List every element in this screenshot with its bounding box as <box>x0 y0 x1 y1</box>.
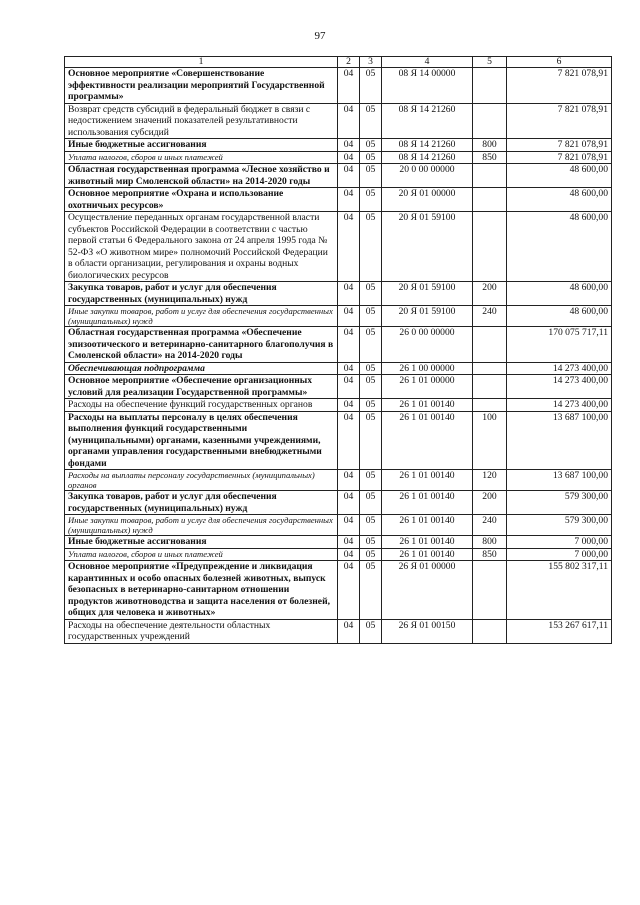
amount-cell: 7 821 078,91 <box>507 151 612 164</box>
table-row <box>65 561 612 620</box>
target-article-cell: 26 1 01 00140 <box>382 515 473 536</box>
target-article-cell: 26 1 00 00000 <box>382 362 473 375</box>
section-cell: 04 <box>338 103 360 139</box>
amount-cell: 13 687 100,00 <box>507 470 612 491</box>
row-name-cell: Возврат средств субсидий в федеральный бюджет в связи с недостижением значений показателей результативности использования субсидий <box>65 103 338 139</box>
section-cell: 04 <box>338 139 360 152</box>
target-article-cell: 08 Я 14 21260 <box>382 151 473 164</box>
subsection-cell: 05 <box>360 212 382 282</box>
row-name-cell: Расходы на обеспечение деятельности областных государственных учреждений <box>65 619 338 643</box>
section-cell: 04 <box>338 548 360 561</box>
expense-type-cell: 800 <box>473 139 507 152</box>
section-cell: 04 <box>338 375 360 399</box>
amount-cell: 153 267 617,11 <box>507 619 612 643</box>
subsection-cell: 05 <box>360 151 382 164</box>
target-article-cell: 20 Я 01 59100 <box>382 282 473 306</box>
row-name-cell: Основное мероприятие «Предупреждение и ликвидация карантинных и особо опасных болезней животных, выпуск безопасных в ветеринарно-санитарном отношении продуктов животноводства и защита населения от болезней, общих для человека и животных» <box>65 561 338 620</box>
expense-type-cell <box>473 561 507 620</box>
row-name-cell: Обеспечивающая подпрограмма <box>65 362 338 375</box>
section-cell: 04 <box>338 68 360 104</box>
row-name-cell: Расходы на выплаты персоналу в целях обеспечения выполнения функций государственными (муниципальными) органами, казенными учреждениями, органами управления государственными внебюджетными фондами <box>65 411 338 470</box>
subsection-cell: 05 <box>360 515 382 536</box>
table-row <box>65 470 612 491</box>
amount-cell: 14 273 400,00 <box>507 399 612 412</box>
page-number: 97 <box>314 30 326 42</box>
amount-cell: 48 600,00 <box>507 282 612 306</box>
table-row <box>65 327 612 363</box>
table-row <box>65 139 612 152</box>
table-row <box>65 151 612 164</box>
expense-type-cell: 120 <box>473 470 507 491</box>
target-article-cell: 26 1 01 00140 <box>382 548 473 561</box>
table-row <box>65 399 612 412</box>
expense-type-cell <box>473 164 507 188</box>
section-cell: 04 <box>338 362 360 375</box>
section-cell: 04 <box>338 561 360 620</box>
section-cell: 04 <box>338 164 360 188</box>
table-row <box>65 515 612 536</box>
column-header-6: 6 <box>507 57 612 68</box>
table-header-row <box>65 57 612 68</box>
column-header-2: 2 <box>338 57 360 68</box>
row-name-cell: Осуществление переданных органам государственной власти субъектов Российской Федерации в соответствии с частью первой статьи 6 Федерального закона от 24 апреля 1995 года № 52-ФЗ «О животном мире» полномочий Российской Федерации в области организации, регулирования и охраны водных биологических ресурсов <box>65 212 338 282</box>
amount-cell: 7 000,00 <box>507 536 612 549</box>
expense-type-cell <box>473 212 507 282</box>
table-row <box>65 103 612 139</box>
table-row <box>65 619 612 643</box>
subsection-cell: 05 <box>360 491 382 515</box>
section-cell: 04 <box>338 411 360 470</box>
table-row <box>65 212 612 282</box>
row-name-cell: Основное мероприятие «Охрана и использование охотничьих ресурсов» <box>65 188 338 212</box>
expense-type-cell: 240 <box>473 306 507 327</box>
amount-cell: 48 600,00 <box>507 164 612 188</box>
target-article-cell: 20 Я 01 59100 <box>382 306 473 327</box>
expense-type-cell <box>473 362 507 375</box>
target-article-cell: 26 1 01 00140 <box>382 536 473 549</box>
target-article-cell: 08 Я 14 21260 <box>382 103 473 139</box>
table-row <box>65 282 612 306</box>
section-cell: 04 <box>338 306 360 327</box>
column-header-1: 1 <box>65 57 338 68</box>
expense-type-cell <box>473 68 507 104</box>
target-article-cell: 26 1 01 00140 <box>382 411 473 470</box>
row-name-cell: Иные закупки товаров, работ и услуг для обеспечения государственных (муниципальных) нужд <box>65 515 338 536</box>
column-header-5: 5 <box>473 57 507 68</box>
target-article-cell: 08 Я 14 21260 <box>382 139 473 152</box>
expense-type-cell <box>473 399 507 412</box>
amount-cell: 155 802 317,11 <box>507 561 612 620</box>
amount-cell: 579 300,00 <box>507 491 612 515</box>
section-cell: 04 <box>338 212 360 282</box>
target-article-cell: 20 0 00 00000 <box>382 164 473 188</box>
subsection-cell: 05 <box>360 619 382 643</box>
expense-type-cell: 200 <box>473 491 507 515</box>
row-name-cell: Основное мероприятие «Совершенствование эффективности реализации мероприятий Государственной программы» <box>65 68 338 104</box>
amount-cell: 7 821 078,91 <box>507 139 612 152</box>
budget-table <box>64 56 612 644</box>
expense-type-cell: 800 <box>473 536 507 549</box>
section-cell: 04 <box>338 470 360 491</box>
expense-type-cell <box>473 103 507 139</box>
target-article-cell: 26 1 01 00140 <box>382 491 473 515</box>
subsection-cell: 05 <box>360 536 382 549</box>
amount-cell: 13 687 100,00 <box>507 411 612 470</box>
table-row <box>65 548 612 561</box>
expense-type-cell <box>473 327 507 363</box>
expense-type-cell <box>473 375 507 399</box>
amount-cell: 48 600,00 <box>507 306 612 327</box>
amount-cell: 7 821 078,91 <box>507 68 612 104</box>
row-name-cell: Основное мероприятие «Обеспечение организационных условий для реализации Государственной программы» <box>65 375 338 399</box>
table-row <box>65 68 612 104</box>
amount-cell: 7 000,00 <box>507 548 612 561</box>
row-name-cell: Областная государственная программа «Обеспечение эпизоотического и ветеринарно-санитарного благополучия в Смоленской области» на 2014-2020 годы <box>65 327 338 363</box>
section-cell: 04 <box>338 619 360 643</box>
target-article-cell: 20 Я 01 00000 <box>382 188 473 212</box>
row-name-cell: Иные закупки товаров, работ и услуг для обеспечения государственных (муниципальных) нужд <box>65 306 338 327</box>
table-row <box>65 164 612 188</box>
section-cell: 04 <box>338 399 360 412</box>
table-row <box>65 306 612 327</box>
column-header-4: 4 <box>382 57 473 68</box>
row-name-cell: Уплата налогов, сборов и иных платежей <box>65 548 338 561</box>
subsection-cell: 05 <box>360 399 382 412</box>
section-cell: 04 <box>338 188 360 212</box>
table-row <box>65 411 612 470</box>
row-name-cell: Расходы на обеспечение функций государственных органов <box>65 399 338 412</box>
subsection-cell: 05 <box>360 188 382 212</box>
subsection-cell: 05 <box>360 548 382 561</box>
table-row <box>65 536 612 549</box>
row-name-cell: Иные бюджетные ассигнования <box>65 139 338 152</box>
subsection-cell: 05 <box>360 470 382 491</box>
subsection-cell: 05 <box>360 375 382 399</box>
target-article-cell: 26 Я 01 00000 <box>382 561 473 620</box>
table-body <box>65 68 612 644</box>
subsection-cell: 05 <box>360 411 382 470</box>
amount-cell: 14 273 400,00 <box>507 362 612 375</box>
expense-type-cell: 200 <box>473 282 507 306</box>
section-cell: 04 <box>338 151 360 164</box>
subsection-cell: 05 <box>360 362 382 375</box>
target-article-cell: 26 Я 01 00150 <box>382 619 473 643</box>
amount-cell: 14 273 400,00 <box>507 375 612 399</box>
subsection-cell: 05 <box>360 164 382 188</box>
section-cell: 04 <box>338 536 360 549</box>
section-cell: 04 <box>338 515 360 536</box>
subsection-cell: 05 <box>360 306 382 327</box>
amount-cell: 48 600,00 <box>507 188 612 212</box>
subsection-cell: 05 <box>360 282 382 306</box>
target-article-cell: 26 1 01 00140 <box>382 399 473 412</box>
row-name-cell: Закупка товаров, работ и услуг для обеспечения государственных (муниципальных) нужд <box>65 282 338 306</box>
expense-type-cell: 850 <box>473 151 507 164</box>
row-name-cell: Закупка товаров, работ и услуг для обеспечения государственных (муниципальных) нужд <box>65 491 338 515</box>
subsection-cell: 05 <box>360 103 382 139</box>
column-header-3: 3 <box>360 57 382 68</box>
amount-cell: 48 600,00 <box>507 212 612 282</box>
target-article-cell: 08 Я 14 00000 <box>382 68 473 104</box>
table-row <box>65 362 612 375</box>
amount-cell: 170 075 717,11 <box>507 327 612 363</box>
target-article-cell: 26 1 01 00000 <box>382 375 473 399</box>
section-cell: 04 <box>338 327 360 363</box>
row-name-cell: Уплата налогов, сборов и иных платежей <box>65 151 338 164</box>
expense-type-cell: 100 <box>473 411 507 470</box>
section-cell: 04 <box>338 282 360 306</box>
subsection-cell: 05 <box>360 68 382 104</box>
amount-cell: 7 821 078,91 <box>507 103 612 139</box>
target-article-cell: 20 Я 01 59100 <box>382 212 473 282</box>
expense-type-cell: 850 <box>473 548 507 561</box>
subsection-cell: 05 <box>360 139 382 152</box>
target-article-cell: 26 1 01 00140 <box>382 470 473 491</box>
expense-type-cell <box>473 188 507 212</box>
row-name-cell: Расходы на выплаты персоналу государственных (муниципальных) органов <box>65 470 338 491</box>
row-name-cell: Иные бюджетные ассигнования <box>65 536 338 549</box>
section-cell: 04 <box>338 491 360 515</box>
row-name-cell: Областная государственная программа «Лесное хозяйство и животный мир Смоленской области» на 2014-2020 годы <box>65 164 338 188</box>
expense-type-cell: 240 <box>473 515 507 536</box>
target-article-cell: 26 0 00 00000 <box>382 327 473 363</box>
table-row <box>65 375 612 399</box>
amount-cell: 579 300,00 <box>507 515 612 536</box>
expense-type-cell <box>473 619 507 643</box>
subsection-cell: 05 <box>360 561 382 620</box>
subsection-cell: 05 <box>360 327 382 363</box>
table-row <box>65 188 612 212</box>
table-row <box>65 491 612 515</box>
